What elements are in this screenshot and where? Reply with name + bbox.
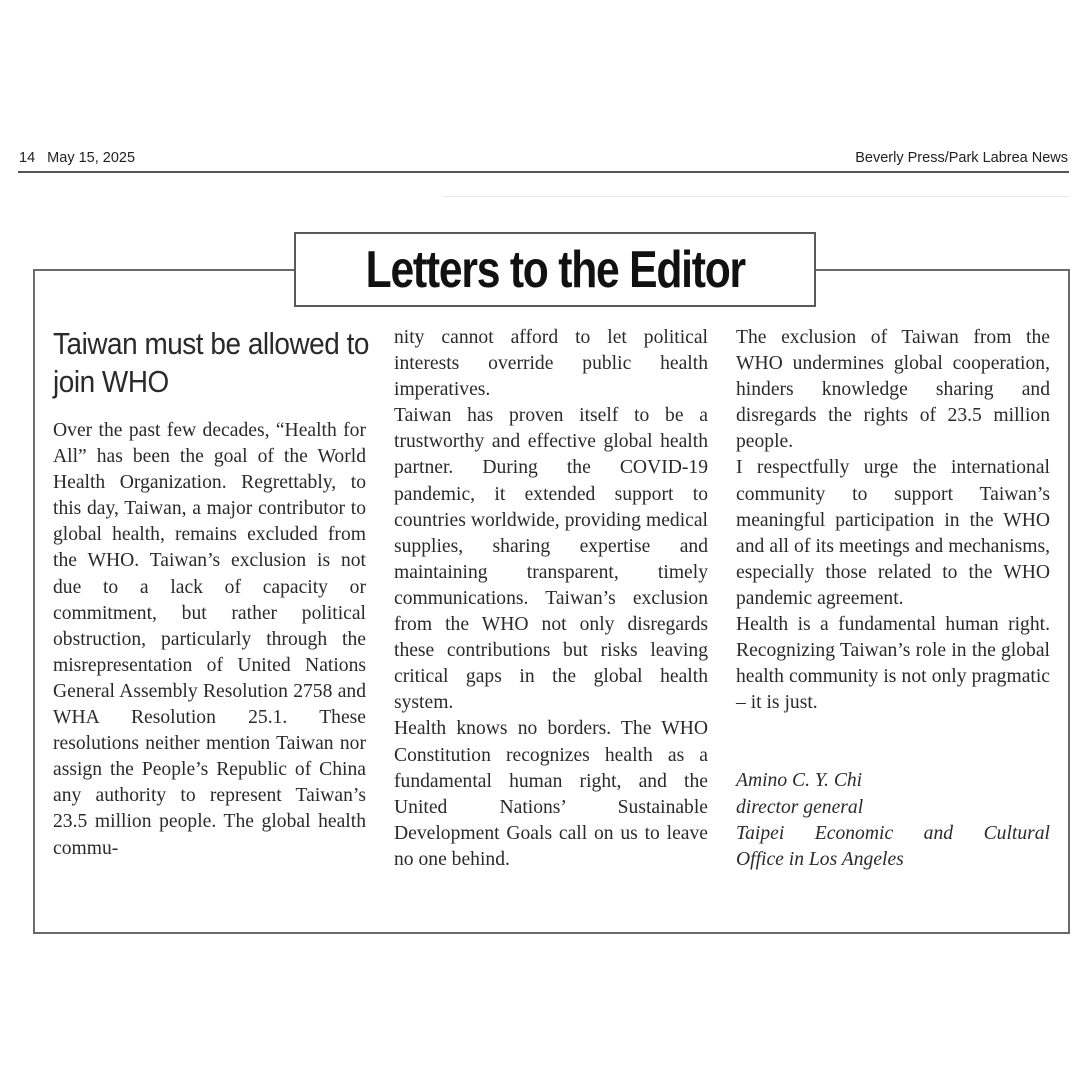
- paragraph: Over the past few decades, “Health for All” has been the goal of the World Health Organization. Regrettably, to this day, Taiwan, a major contributor to global health, remains excluded from the WHO. Taiwan’s exclusion is not due to a lack of capacity or commitment, but rather political obstruction, particularly through the misrepresentation of United Nations General Assembly Resolution 2758 and WHA Resolution 25.1. These resolutions neither mention Taiwan nor assign the People’s Republic of China any authority to represent Taiwan’s 23.5 million people. The global health commu-: [53, 420, 366, 859]
- paragraph: I respectfully urge the international community to support Taiwan’s meaningful participation in the WHO and all of its meetings and mechanisms, especially those related to the WHO pandemic agreement.: [736, 457, 1050, 609]
- section-title-box: [294, 232, 816, 307]
- paragraph: Health knows no borders. The WHO Constitution recognizes health as a fundamental human right, and the United Nations’ Sustainable Development Goals call on us to leave no one behind.: [394, 718, 708, 870]
- signature-org-line-2: Office in Los Angeles: [736, 848, 904, 870]
- paragraph: The exclusion of Taiwan from the WHO undermines global cooperation, hinders knowledge sharing and disregards the rights of 23.5 million people.: [736, 327, 1050, 453]
- signature-org-line-1: Taipei Economic and Cultural: [736, 822, 1050, 844]
- paragraph: nity cannot afford to let political interests override public health imperatives.: [394, 327, 708, 401]
- page-number: 14: [19, 150, 36, 166]
- article-column-1: [53, 325, 369, 862]
- header-rule: [18, 171, 1069, 173]
- letter-headline: Taiwan must be allowed to join WHO: [53, 326, 369, 399]
- signature-block: [736, 768, 1050, 872]
- signature-title: director general: [736, 796, 864, 818]
- page-header-left: [19, 150, 135, 166]
- paragraph: Taiwan has proven itself to be a trustworthy and effective global health partner. During the COVID-19 pandemic, it extended support to countries worldwide, providing medical supplies, sharing expertise and maintaining transparent, timely communications. Taiwan’s exclusion from the WHO not only disregards these contributions but risks leaving critical gaps in the global health system.: [394, 405, 708, 714]
- section-title: Letters to the Editor: [365, 240, 745, 299]
- paragraph: Health is a fundamental human right. Recognizing Taiwan’s role in the global health community is not only pragmatic – it is just.: [736, 614, 1050, 714]
- signature-name: Amino C. Y. Chi: [736, 770, 863, 792]
- article-column-3: [736, 325, 1050, 873]
- publication-name: Beverly Press/Park Labrea News: [855, 150, 1068, 166]
- issue-date: May 15, 2025: [47, 150, 136, 166]
- article-column-2: [394, 325, 708, 873]
- faint-divider: [443, 196, 1069, 197]
